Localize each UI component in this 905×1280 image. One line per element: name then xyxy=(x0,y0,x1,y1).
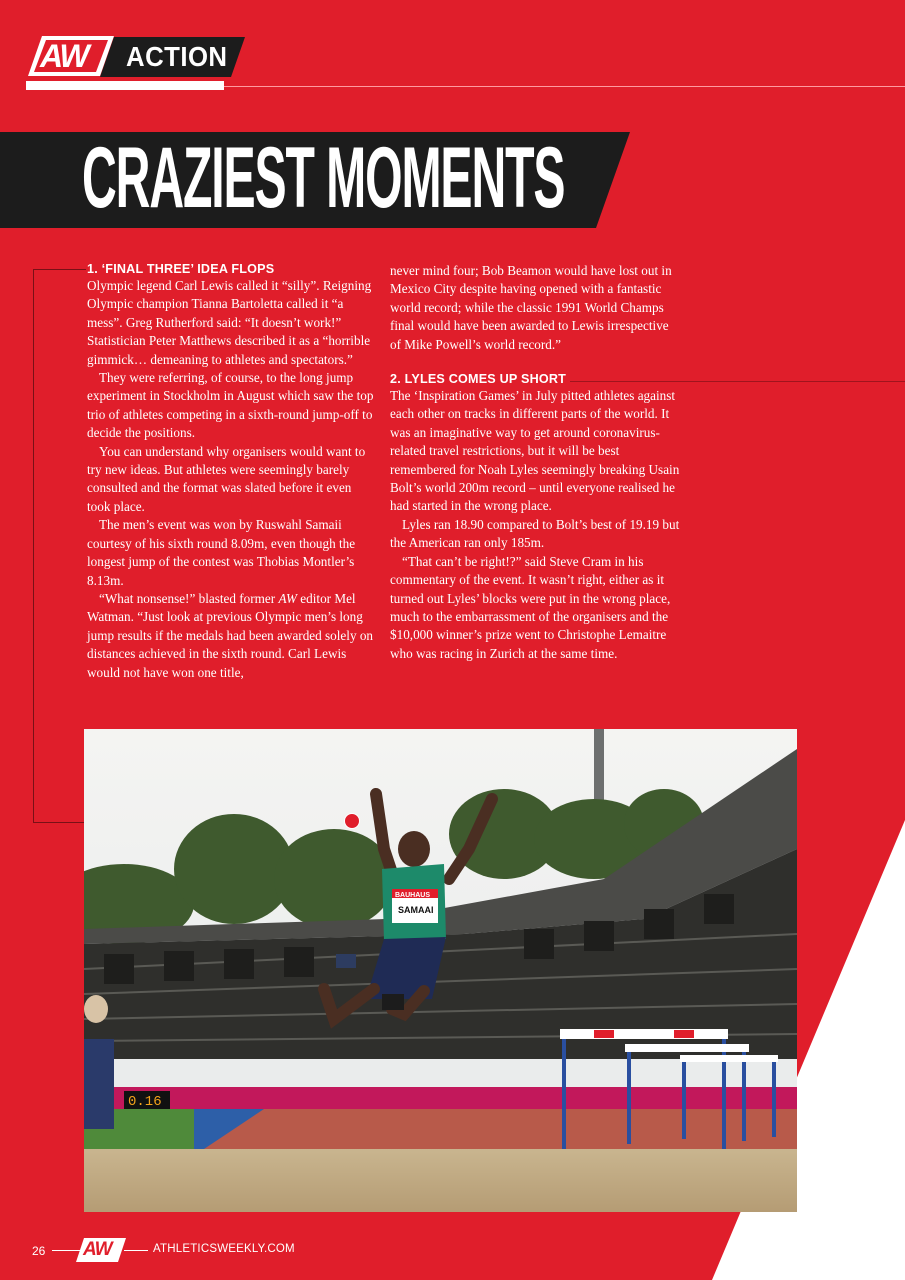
long-jump-photo xyxy=(84,729,797,1212)
header-bar xyxy=(26,81,224,90)
quote-text: “What nonsense!” blasted former xyxy=(99,590,279,606)
paragraph: The men’s event was won by Ruswahl Samaii courtesy of his sixth round 8.09m, even though the longest jump of the contest was Thobias Montler’s 8.13m. xyxy=(87,517,356,588)
quote-text: editor Mel Watman. “Just look at previous Olympic men’s long jump results if the medals had been awarded solely on distances achieved in the sixth round. Carl Lewis would not have won one title, xyxy=(87,590,374,680)
page-number: 26 xyxy=(32,1244,46,1258)
paragraph: They were referring, of course, to the long jump experiment in Stockholm in August which saw the top trio of athletes competing in a sixth-round jump-off to decide the positions. xyxy=(87,370,374,441)
footer-rule-right xyxy=(124,1250,148,1251)
paragraph: You can understand why organisers would want to try new ideas. But athletes were seemingly barely consulted and the format was slated before it even took place. xyxy=(87,443,366,514)
quote-paragraph xyxy=(87,590,377,682)
decorative-dot xyxy=(344,813,360,829)
page-title: CRAZIEST MOMENTS xyxy=(82,130,565,226)
article-column-2 xyxy=(390,262,680,663)
paragraph: Olympic legend Carl Lewis called it “silly”. Reigning Olympic champion Tianna Bartoletta called it “a mess”. Greg Rutherford said: “It doesn’t work!” Statistician Peter Matthews described it as a “horrible gimmick… demeaning to athletes and spectators.” xyxy=(87,278,372,367)
footer-logo-text: AW xyxy=(83,1239,112,1260)
photo-illustration xyxy=(84,729,797,1212)
quote-emphasis: AW xyxy=(278,590,297,606)
paragraph: “That can’t be right!?” said Steve Cram in his commentary of the event. It wasn’t right, either as it turned out Lyles’ blocks were put in the wrong place, much to the embarrassment of the organisers and the $10,000 winner’s prize went to Christophe Lemaitre who was racing in Zurich at the same time. xyxy=(390,553,671,661)
paragraph: never mind four; Bob Beamon would have lost out in Mexico City despite having opened with a fantastic world record; while the classic 1991 World Champs final would have been awarded to Lewis irrespective of Mike Powell’s world record.” xyxy=(390,263,672,352)
section-label: ACTION xyxy=(126,41,228,72)
scoreboard-value: 0.16 xyxy=(128,1094,162,1110)
website-link[interactable]: ATHLETICSWEEKLY.COM xyxy=(153,1243,295,1255)
aw-logo-text: AW xyxy=(40,38,88,74)
section-heading-2: 2. LYLES COMES UP SHORT xyxy=(390,372,567,387)
section-heading-1: 1. ‘FINAL THREE’ IDEA FLOPS xyxy=(87,262,275,276)
paragraph: Lyles ran 18.90 compared to Bolt’s best of 19.19 but the American ran only 185m. xyxy=(390,516,680,551)
header-rule xyxy=(224,86,905,87)
bib-name: SAMAAI xyxy=(398,905,434,915)
paragraph: The ‘Inspiration Games’ in July pitted athletes against each other on tracks in different parts of the world. It was an imaginative way to get around coronavirus-related travel restrictions, but it will be best remembered for Noah Lyles seemingly breaking Usain Bolt’s world 200m record – until everyone realised he had started in the wrong place. xyxy=(390,388,680,514)
decorative-bracket xyxy=(33,269,86,823)
bib-sponsor: BAUHAUS xyxy=(395,892,430,899)
article-column-1 xyxy=(87,262,377,682)
